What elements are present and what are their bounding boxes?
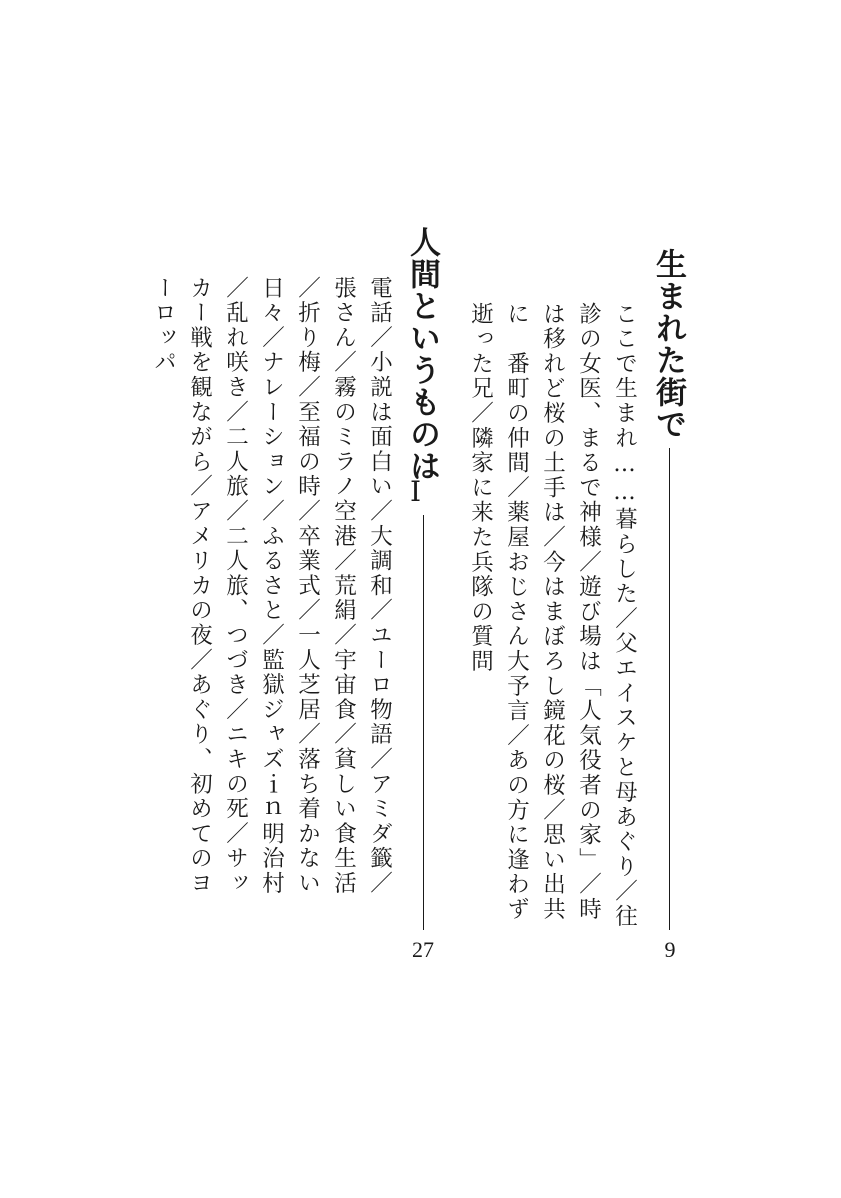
title-rule bbox=[669, 448, 670, 930]
contents-line: に 番町の仲間／薬屋おじさん大予言／あの方に逢わず bbox=[503, 302, 530, 922]
contents-line: ／折り梅／至福の時／卒業式／一人芝居／落ち着かない bbox=[294, 276, 321, 896]
page-number: 27 bbox=[412, 937, 434, 962]
contents-line: ／乱れ咲き／二人旅／二人旅、つづき／ニキの死／サッ bbox=[222, 276, 249, 896]
contents-line: 診の女医、まるで神様／遊び場は「人気役者の家」／時 bbox=[575, 302, 602, 922]
contents-line: ーロッパ bbox=[150, 276, 177, 376]
contents-line: 日々／ナレーション／ふるさと／監獄ジャズｉｎ明治村 bbox=[258, 276, 285, 896]
contents-line: カー戦を観ながら／アメリカの夜／あぐり、初めてのヨ bbox=[186, 276, 213, 896]
page-number: 9 bbox=[664, 937, 676, 962]
title-rule bbox=[423, 515, 424, 930]
part-numeral: Ⅰ bbox=[410, 475, 422, 508]
contents-line: は移れど桜の土手は／今はまぼろし鏡花の桜／思い出共 bbox=[539, 302, 566, 922]
contents-line: ここで生まれ……暮らした／父エイスケと母あぐり／往 bbox=[611, 302, 638, 929]
section-title: 人間というものは bbox=[404, 226, 440, 482]
contents-line: 張さん／霧のミラノ空港／荒絹／宇宙食／貧しい食生活 bbox=[330, 276, 357, 896]
contents-line: 電話／小説は面白い／大調和／ユーロ物語／アミダ籤／ bbox=[366, 276, 393, 896]
contents-line: 逝った兄／隣家に来た兵隊の質問 bbox=[467, 302, 494, 674]
section-title: 生まれた街で bbox=[650, 248, 686, 440]
